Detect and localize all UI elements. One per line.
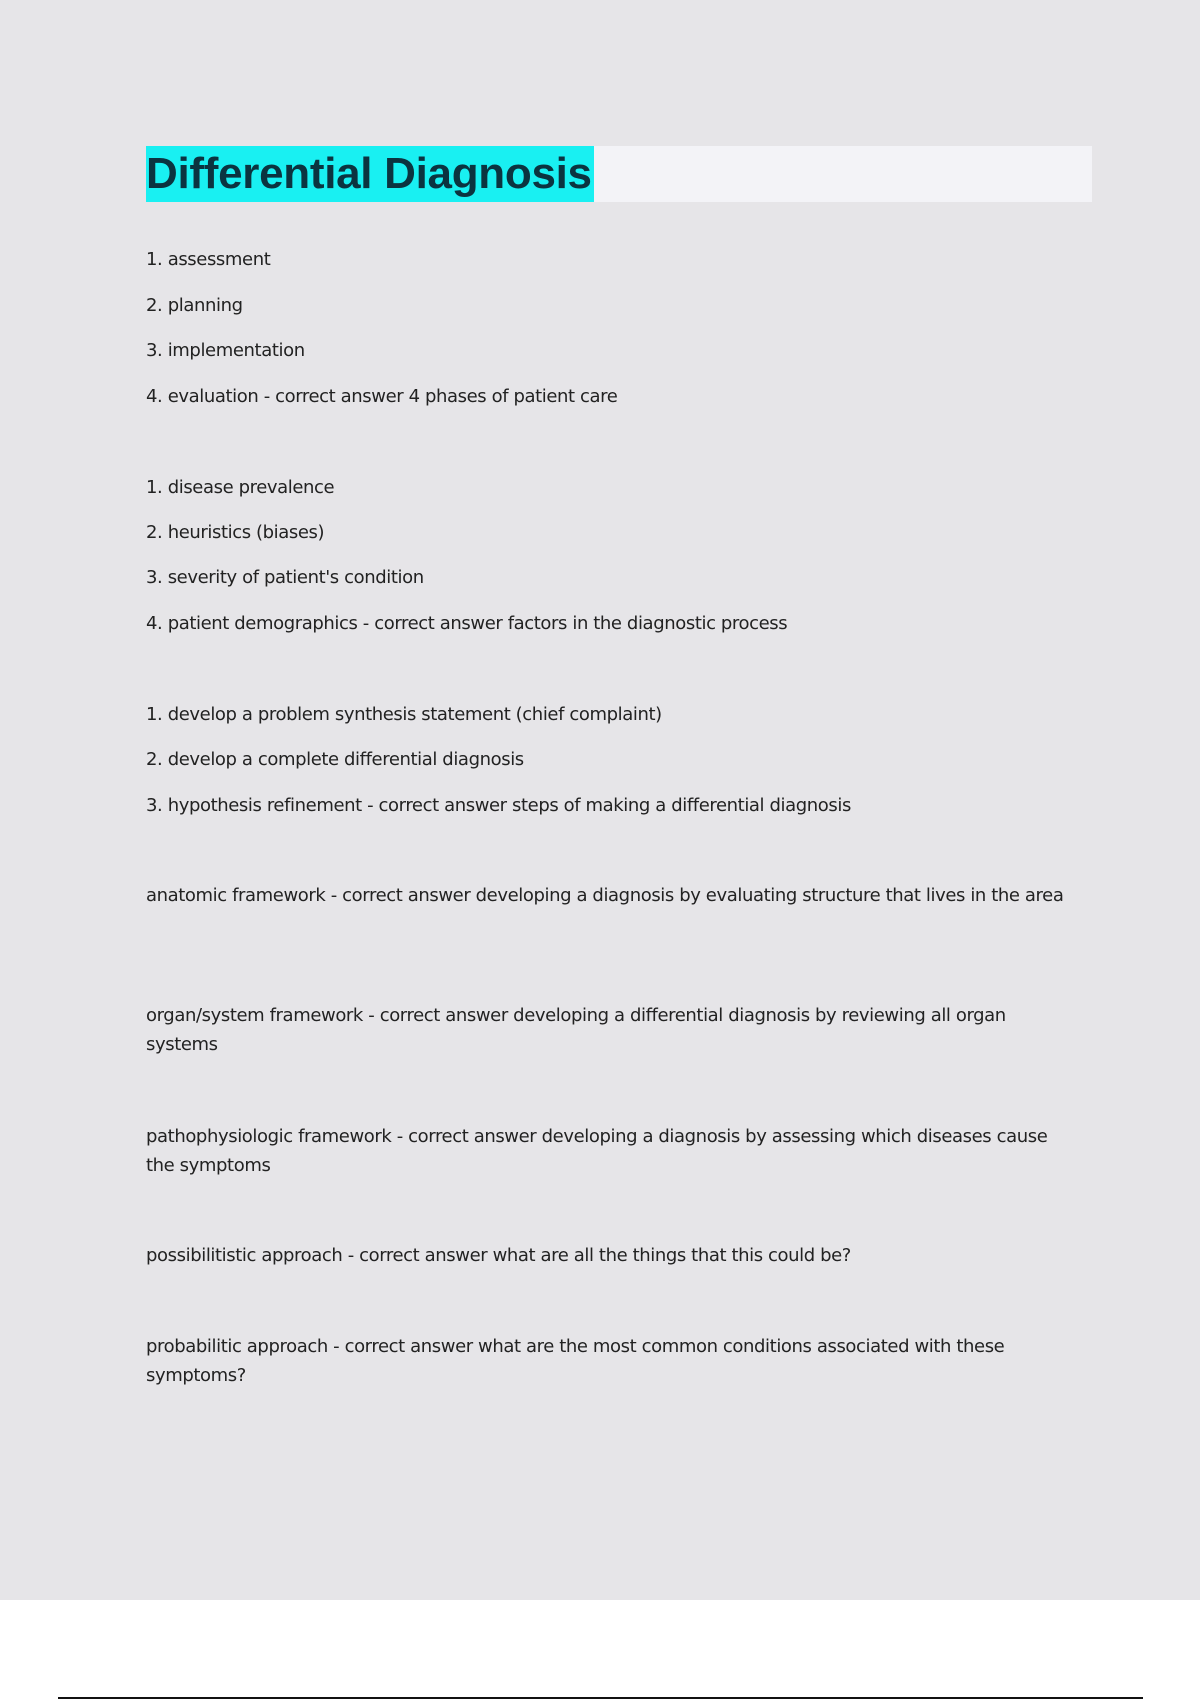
qa-entry: pathophysiologic framework - correct answer developing a diagnosis by assessing which diseases cause the symptoms bbox=[146, 1126, 1048, 1176]
list-item: 1. disease prevalence bbox=[146, 477, 335, 498]
qa-entry: organ/system framework - correct answer developing a differential diagnosis by reviewing all organ systems bbox=[146, 1005, 1006, 1055]
qa-entry: 4. evaluation - correct answer 4 phases of patient care bbox=[146, 386, 618, 407]
list-item: 2. heuristics (biases) bbox=[146, 522, 325, 543]
document-title: Differential Diagnosis bbox=[146, 146, 594, 202]
list-item: 1. develop a problem synthesis statement (chief complaint) bbox=[146, 704, 662, 725]
list-item: 2. planning bbox=[146, 295, 243, 316]
qa-entry: 3. hypothesis refinement - correct answer steps of making a differential diagnosis bbox=[146, 795, 851, 816]
list-item: 3. implementation bbox=[146, 340, 305, 361]
qa-entry: 4. patient demographics - correct answer factors in the diagnostic process bbox=[146, 613, 788, 634]
qa-entry: possibilitistic approach - correct answer what are all the things that this could be? bbox=[146, 1245, 851, 1266]
list-item: 3. severity of patient's condition bbox=[146, 567, 424, 588]
list-item: 2. develop a complete differential diagnosis bbox=[146, 749, 524, 770]
list-item: 1. assessment bbox=[146, 249, 271, 270]
footer-rule bbox=[58, 1697, 1143, 1699]
qa-entry: anatomic framework - correct answer developing a diagnosis by evaluating structure that lives in the area bbox=[146, 885, 1064, 906]
qa-entry: probabilitic approach - correct answer what are the most common conditions associated with these symptoms? bbox=[146, 1336, 1005, 1386]
